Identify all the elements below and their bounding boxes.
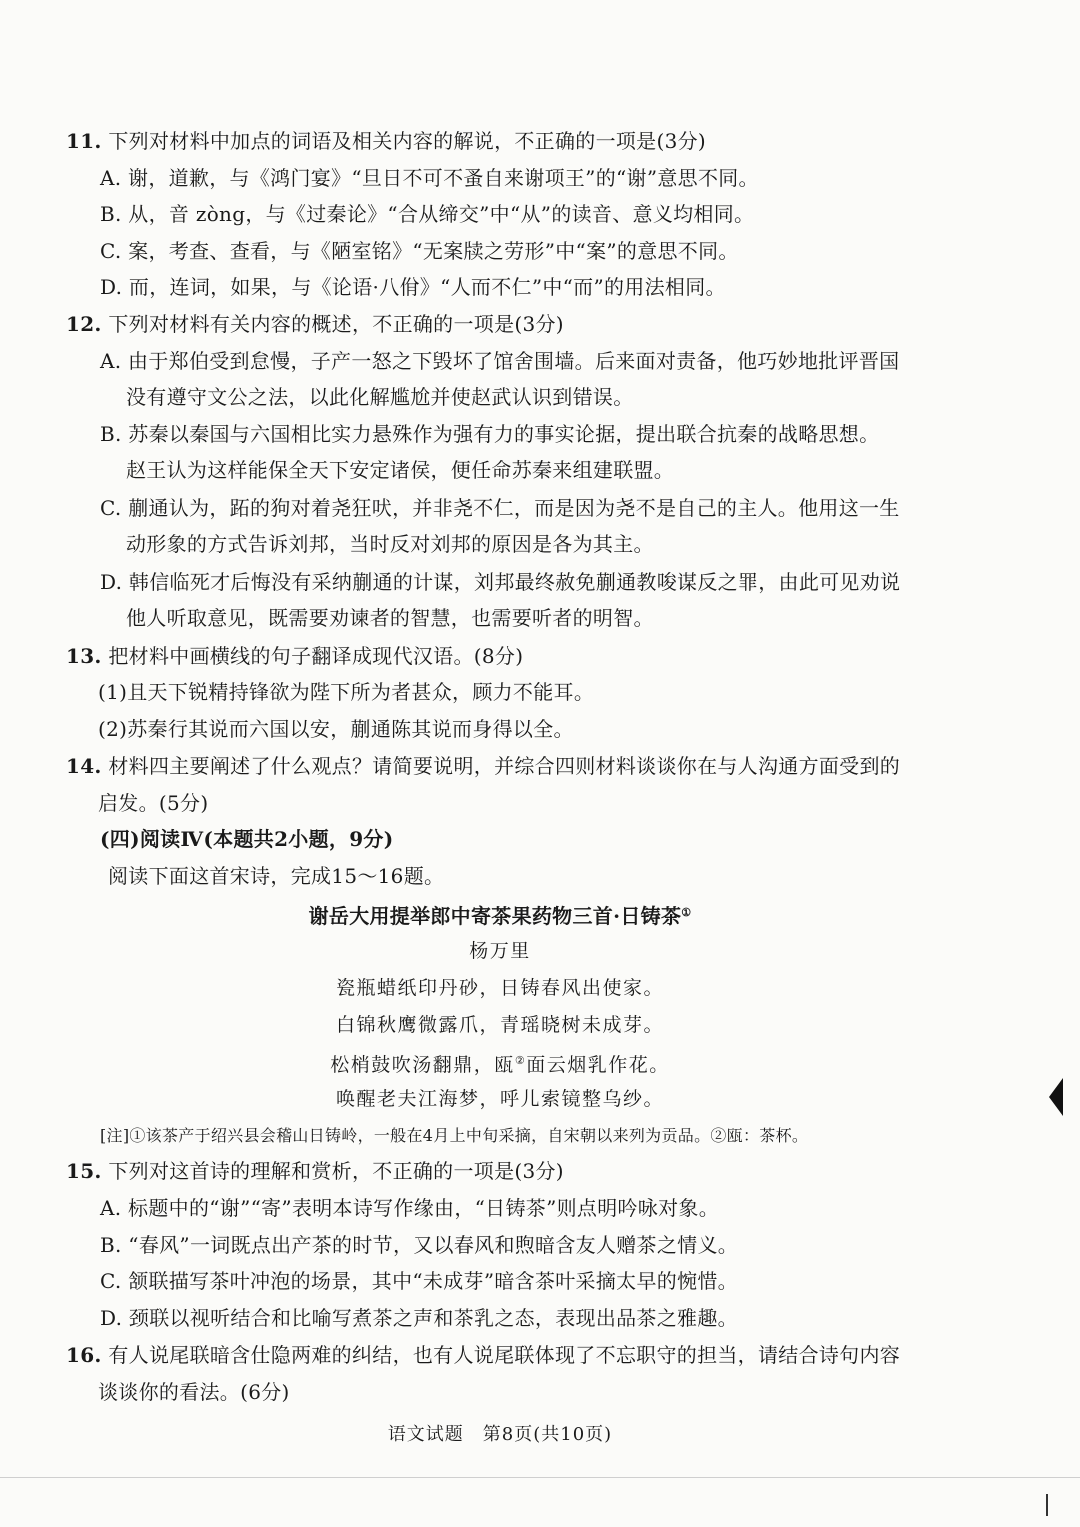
poem-line-3-footnote-mark: ② <box>514 1054 527 1067</box>
q12-stem <box>66 311 564 337</box>
poem-line-2: 白锦秋鹰微露爪，青瑶晓树未成芽。 <box>335 1014 664 1036</box>
poem-line-4: 唤醒老夫江海梦，呼儿索镜整乌纱。 <box>335 1088 664 1110</box>
q11-option-c: C. 案，考查、查看，与《陋室铭》“无案牍之劳形”中“案”的意思不同。 <box>100 239 739 263</box>
poem-note: [注]①该茶产于绍兴县会稽山日铸岭，一般在4月上中旬采摘，自宋朝以来列为贡品。②瓯：茶杯。 <box>100 1126 809 1145</box>
q12-option-c-line2: 动形象的方式告诉刘邦，当时反对刘邦的原因是各为其主。 <box>126 532 654 556</box>
q11-option-d: D. 而，连词，如果，与《论语·八佾》“人而不仁”中“而”的用法相同。 <box>100 275 726 299</box>
q11-stem <box>66 128 706 154</box>
q16-stem <box>66 1342 900 1368</box>
section-title: (四)阅读Ⅳ(本题共2小题，9分) <box>100 827 394 851</box>
section-instruction: 阅读下面这首宋诗，完成15～16题。 <box>108 864 445 888</box>
q16-stem-line2: 谈谈你的看法。(6分) <box>98 1380 290 1404</box>
poem-line-3 <box>0 1048 1000 1078</box>
q15-number: 15. <box>66 1159 102 1183</box>
q16-stem-line1: 有人说尾联暗含仕隐两难的纠结，也有人说尾联体现了不忘职守的担当，请结合诗句内容 <box>108 1343 901 1367</box>
poem-line-3-part1: 松梢鼓吹汤翻鼎， <box>330 1054 495 1076</box>
poem-line-3-ou: 瓯 <box>494 1054 515 1076</box>
poem-title <box>0 900 1000 929</box>
q14-number: 14. <box>66 754 102 778</box>
q15-option-c: C. 颔联描写茶叶冲泡的场景，其中“未成芽”暗含茶叶采摘太早的惋惜。 <box>100 1269 738 1293</box>
q12-option-b-line2: 赵王认为这样能保全天下安定诸侯，便任命苏秦来组建联盟。 <box>126 458 675 482</box>
q15-option-b: B. “春风”一词既点出产茶的时节，又以春风和煦暗含友人赠茶之情义。 <box>100 1233 739 1257</box>
q11-option-b: B. 从，音 zòng，与《过秦论》“合从缔交”中“从”的读音、意义均相同。 <box>100 202 755 226</box>
poem-line-3-part2: 面云烟乳作花。 <box>526 1054 670 1076</box>
page-footer: 语文试题 第8页(共10页) <box>387 1424 613 1445</box>
q12-stem-text: 下列对材料有关内容的概述，不正确的一项是(3分) <box>108 312 564 336</box>
poem-author: 杨万里 <box>469 940 531 962</box>
q12-option-a-line2: 没有遵守文公之法，以此化解尴尬并使赵武认识到错误。 <box>126 385 634 409</box>
q13-item-2: (2)苏秦行其说而六国以安，蒯通陈其说而身得以全。 <box>98 717 574 741</box>
q15-option-a: A. 标题中的“谢”“寄”表明本诗写作缘由，“日铸茶”则点明吟咏对象。 <box>100 1196 720 1220</box>
q11-option-a: A. 谢，道歉，与《鸿门宴》“旦日不可不蚤自来谢项王”的“谢”意思不同。 <box>100 166 759 190</box>
q15-stem <box>66 1158 564 1184</box>
scan-mark <box>1046 1494 1048 1516</box>
poem-title-footnote-mark: ① <box>681 906 692 919</box>
q12-option-a-line1: A. 由于郑伯受到怠慢，子产一怒之下毁坏了馆舍围墙。后来面对责备，他巧妙地批评晋国 <box>100 349 900 373</box>
q14-stem-line1: 材料四主要阐述了什么观点？请简要说明，并综合四则材料谈谈你在与人沟通方面受到的 <box>108 754 901 778</box>
q15-stem-text: 下列对这首诗的理解和赏析，不正确的一项是(3分) <box>108 1159 564 1183</box>
q14-stem-line2: 启发。(5分) <box>98 791 209 815</box>
q16-number: 16. <box>66 1343 102 1367</box>
q13-number: 13. <box>66 644 102 668</box>
q13-item-1: (1)且天下锐精持锋欲为陛下所为者甚众，顾力不能耳。 <box>98 680 595 704</box>
q12-option-d-line2: 他人听取意见，既需要劝谏者的智慧，也需要听者的明智。 <box>126 606 654 630</box>
q11-number: 11. <box>66 129 102 153</box>
q13-stem <box>66 643 523 669</box>
q12-option-b-line1: B. 苏秦以秦国与六国相比实力悬殊作为强有力的事实论据，提出联合抗秦的战略思想。 <box>100 422 880 446</box>
scan-edge-line <box>0 1477 1080 1478</box>
q13-stem-text: 把材料中画横线的句子翻译成现代汉语。(8分) <box>108 644 524 668</box>
q12-option-c-line1: C. 蒯通认为，跖的狗对着尧狂吠，并非尧不仁，而是因为尧不是自己的主人。他用这一生 <box>100 496 900 520</box>
q15-option-d: D. 颈联以视听结合和比喻写煮茶之声和茶乳之态，表现出品茶之雅趣。 <box>100 1306 738 1330</box>
q12-option-d-line1: D. 韩信临死才后悔没有采纳蒯通的计谋，刘邦最终赦免蒯通教唆谋反之罪，由此可见劝说 <box>100 570 901 594</box>
poem-line-1: 瓷瓶蜡纸印丹砂，日铸春风出使家。 <box>335 977 664 999</box>
q14-stem <box>66 753 900 779</box>
page-turn-triangle-icon <box>1049 1078 1063 1116</box>
poem-title-text: 谢岳大用提举郎中寄茶果药物三首·日铸茶 <box>308 904 682 928</box>
q12-number: 12. <box>66 312 102 336</box>
q11-stem-text: 下列对材料中加点的词语及相关内容的解说，不正确的一项是(3分) <box>108 129 707 153</box>
